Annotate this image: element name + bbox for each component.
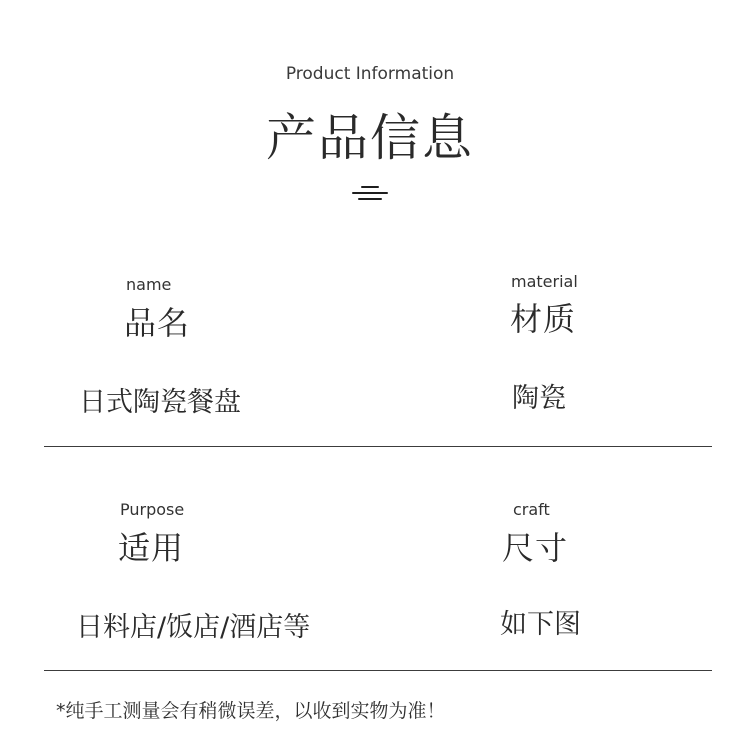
craft-label-cn: 尺寸 [502,529,569,567]
material-label-cn: 材质 [510,300,577,338]
row-divider [44,446,712,447]
name-value: 日式陶瓷餐盘 [79,387,241,418]
decorative-lines-icon [352,184,388,204]
name-label-cn: 品名 [124,304,191,342]
purpose-value: 日料店/饭店/酒店等 [76,612,311,643]
section-title: 产品信息 [266,109,474,167]
name-label-en: name [126,275,172,294]
craft-value: 如下图 [500,609,581,640]
measurement-footnote: *纯手工测量会有稍微误差，以收到实物为准！ [56,700,446,722]
material-value: 陶瓷 [512,383,566,414]
row-divider [44,670,712,671]
purpose-label-en: Purpose [120,500,185,519]
section-subtitle: Product Information [285,64,455,84]
craft-label-en: craft [513,500,550,519]
purpose-label-cn: 适用 [118,529,185,567]
material-label-en: material [511,272,578,291]
